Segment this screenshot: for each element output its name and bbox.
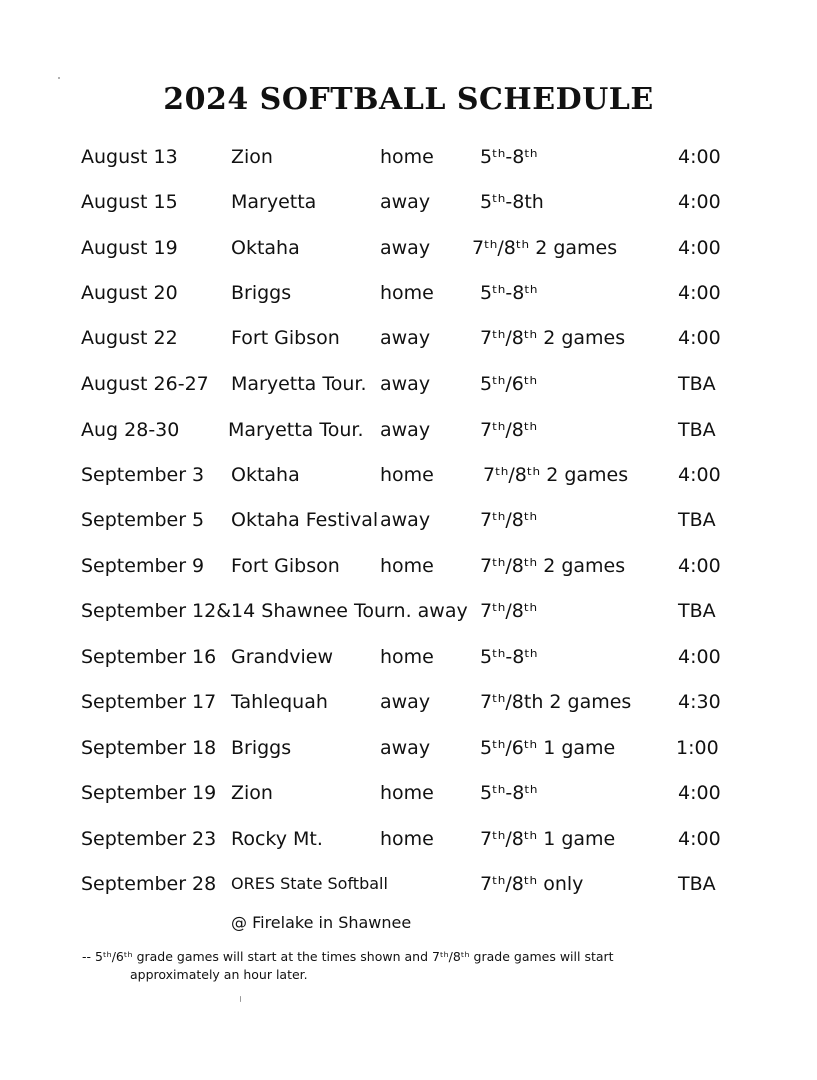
schedule-row bbox=[0, 460, 817, 490]
game-time: TBA bbox=[678, 873, 716, 895]
game-grade: 7ᵗʰ/8ᵗʰ 2 games bbox=[483, 464, 629, 486]
game-opponent: Oktaha bbox=[231, 464, 300, 486]
game-opponent: Zion bbox=[231, 146, 273, 168]
game-location: home bbox=[380, 646, 434, 668]
game-time: TBA bbox=[678, 373, 716, 395]
game-location: away bbox=[380, 237, 431, 259]
game-time: TBA bbox=[678, 509, 716, 531]
game-time: 4:30 bbox=[678, 691, 721, 713]
game-date: August 26-27 bbox=[81, 373, 209, 395]
game-grade: 7ᵗʰ/8th 2 games bbox=[480, 691, 632, 713]
game-date: September 16 bbox=[81, 646, 217, 668]
game-time: 4:00 bbox=[678, 646, 721, 668]
schedule-row bbox=[0, 596, 817, 626]
game-time: 4:00 bbox=[678, 327, 721, 349]
game-date: August 20 bbox=[81, 282, 178, 304]
game-location: away bbox=[380, 737, 431, 759]
scan-speck bbox=[240, 996, 241, 1002]
game-location: away bbox=[380, 327, 431, 349]
schedule-row bbox=[0, 642, 817, 672]
game-date: September 3 bbox=[81, 464, 205, 486]
game-location: away bbox=[380, 191, 431, 213]
game-opponent: Zion bbox=[231, 782, 273, 804]
schedule-row bbox=[0, 824, 817, 854]
scan-speck bbox=[58, 77, 60, 79]
game-location: away bbox=[380, 419, 431, 441]
game-time: 4:00 bbox=[678, 237, 721, 259]
game-date: August 19 bbox=[81, 237, 178, 259]
game-time: TBA bbox=[678, 419, 716, 441]
game-grade: 5ᵗʰ/6ᵗʰ 1 game bbox=[480, 737, 616, 759]
schedule-row bbox=[0, 869, 817, 899]
game-date: September 5 bbox=[81, 509, 205, 531]
schedule-row bbox=[0, 142, 817, 172]
game-grade: 5ᵗʰ-8ᵗʰ bbox=[480, 282, 538, 304]
game-date: September 23 bbox=[81, 828, 217, 850]
game-location: away bbox=[380, 373, 431, 395]
schedule-row bbox=[0, 733, 817, 763]
game-time: 1:00 bbox=[676, 737, 719, 759]
schedule-row bbox=[0, 505, 817, 535]
game-grade: 5ᵗʰ/6ᵗʰ bbox=[480, 373, 538, 395]
game-opponent: ORES State Softball bbox=[231, 874, 388, 893]
schedule-row bbox=[0, 415, 817, 445]
schedule-row bbox=[0, 687, 817, 717]
game-date: August 22 bbox=[81, 327, 178, 349]
game-date: August 13 bbox=[81, 146, 178, 168]
game-opponent: Briggs bbox=[231, 737, 292, 759]
schedule-row bbox=[0, 369, 817, 399]
game-opponent: Maryetta Tour. bbox=[228, 419, 364, 441]
game-opponent: Rocky Mt. bbox=[231, 828, 323, 850]
game-opponent: Oktaha Festival bbox=[231, 509, 379, 531]
game-time: 4:00 bbox=[678, 555, 721, 577]
game-location: home bbox=[380, 828, 434, 850]
game-date: September 9 bbox=[81, 555, 205, 577]
game-time: 4:00 bbox=[678, 282, 721, 304]
game-opponent: Fort Gibson bbox=[231, 327, 340, 349]
game-time: TBA bbox=[678, 600, 716, 622]
venue-line: @ Firelake in Shawnee bbox=[231, 913, 412, 932]
game-date: September 19 bbox=[81, 782, 217, 804]
game-grade: 7ᵗʰ/8ᵗʰ 2 games bbox=[480, 327, 626, 349]
game-grade: 7ᵗʰ/8ᵗʰ only bbox=[480, 873, 584, 895]
game-grade: 5ᵗʰ-8th bbox=[480, 191, 544, 213]
game-location: home bbox=[380, 282, 434, 304]
game-opponent: Maryetta bbox=[231, 191, 317, 213]
game-opponent: Fort Gibson bbox=[231, 555, 340, 577]
footnote-line: -- 5ᵗʰ/6ᵗʰ grade games will start at the times shown and 7ᵗʰ/8ᵗʰ grade games will start bbox=[82, 949, 614, 964]
schedule-row bbox=[0, 323, 817, 353]
game-opponent: Tahlequah bbox=[231, 691, 328, 713]
schedule-row bbox=[0, 551, 817, 581]
game-opponent: Grandview bbox=[231, 646, 334, 668]
game-location: home bbox=[380, 782, 434, 804]
game-opponent: Oktaha bbox=[231, 237, 300, 259]
game-grade: 5ᵗʰ-8ᵗʰ bbox=[480, 782, 538, 804]
footnote-line: approximately an hour later. bbox=[130, 967, 308, 982]
game-time: 4:00 bbox=[678, 191, 721, 213]
game-grade: 7ᵗʰ/8ᵗʰ 2 games bbox=[472, 237, 618, 259]
game-date: September 18 bbox=[81, 737, 217, 759]
game-time: 4:00 bbox=[678, 464, 721, 486]
game-grade: 7ᵗʰ/8ᵗʰ bbox=[480, 600, 538, 622]
game-time: 4:00 bbox=[678, 828, 721, 850]
game-time: 4:00 bbox=[678, 782, 721, 804]
game-grade: 5ᵗʰ-8ᵗʰ bbox=[480, 146, 538, 168]
game-grade: 7ᵗʰ/8ᵗʰ 1 game bbox=[480, 828, 616, 850]
game-date: Aug 28-30 bbox=[81, 419, 180, 441]
game-location: home bbox=[380, 146, 434, 168]
game-location: home bbox=[380, 555, 434, 577]
schedule-row bbox=[0, 278, 817, 308]
game-location: away bbox=[380, 509, 431, 531]
footnote bbox=[82, 948, 642, 984]
game-grade: 5ᵗʰ-8ᵗʰ bbox=[480, 646, 538, 668]
game-grade: 7ᵗʰ/8ᵗʰ bbox=[480, 509, 538, 531]
game-opponent: Briggs bbox=[231, 282, 292, 304]
game-grade: 7ᵗʰ/8ᵗʰ 2 games bbox=[480, 555, 626, 577]
game-date: September 28 bbox=[81, 873, 217, 895]
page-title: 2024 SOFTBALL SCHEDULE bbox=[163, 82, 654, 117]
game-grade: 7ᵗʰ/8ᵗʰ bbox=[480, 419, 538, 441]
game-combined-info: September 12&14 Shawnee Tourn. away bbox=[81, 600, 468, 622]
schedule-row bbox=[0, 187, 817, 217]
schedule-row bbox=[0, 778, 817, 808]
game-date: August 15 bbox=[81, 191, 178, 213]
schedule-row bbox=[0, 233, 817, 263]
game-time: 4:00 bbox=[678, 146, 721, 168]
game-date: September 17 bbox=[81, 691, 217, 713]
game-location: away bbox=[380, 691, 431, 713]
game-opponent: Maryetta Tour. bbox=[231, 373, 367, 395]
game-location: home bbox=[380, 464, 434, 486]
